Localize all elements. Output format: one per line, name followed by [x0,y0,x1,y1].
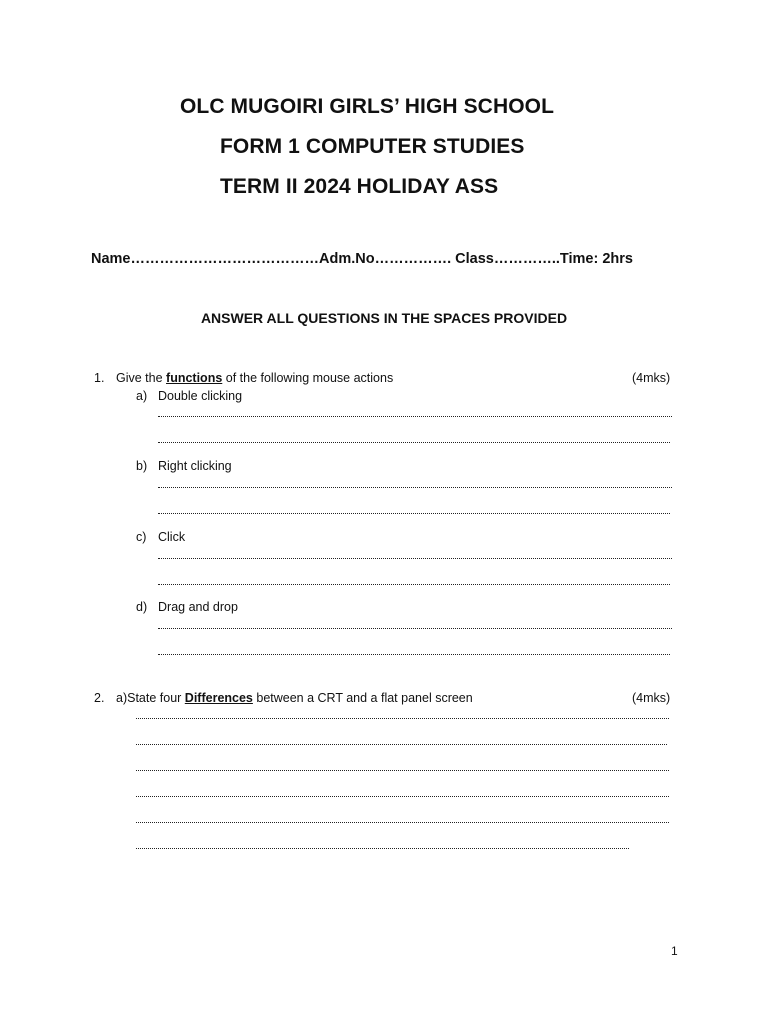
question-1 [94,371,674,389]
question-2 [94,691,674,709]
answer-line[interactable] [158,582,670,585]
question-prefix: a)State four [116,691,185,705]
term-title: TERM II 2024 HOLIDAY ASS [220,175,499,198]
question-marks: (4mks) [632,691,671,705]
part-label: Right clicking [158,459,232,473]
part-label: Double clicking [158,389,243,403]
part-letter: d) [136,600,148,614]
question-suffix: of the following mouse actions [222,371,394,385]
answer-line[interactable] [158,414,672,417]
answer-line[interactable] [158,556,672,559]
page-number: 1 [671,944,678,958]
question-suffix: between a CRT and a flat panel screen [252,691,473,705]
answer-line[interactable] [158,652,670,655]
question-number: 2. [94,691,105,705]
question-marks: (4mks) [632,371,671,385]
part-letter: a) [136,389,148,403]
question-text [116,691,473,705]
question-keyword: functions [166,371,223,385]
subject-title: FORM 1 COMPUTER STUDIES [220,135,525,158]
student-details-line: Name…………………………………Adm.No……………. Class…………..Time: 2hrs [91,251,633,267]
answer-line[interactable] [158,511,670,514]
answer-line[interactable] [136,768,669,771]
answer-line[interactable] [136,820,669,823]
question-text [116,371,393,385]
answer-line[interactable] [158,626,672,629]
part-letter: c) [136,530,147,544]
question-keyword: Differences [184,691,253,705]
part-letter: b) [136,459,148,473]
part-label: Click [158,530,186,544]
answer-line[interactable] [136,742,667,745]
part-label: Drag and drop [158,600,238,614]
answer-line[interactable] [136,846,629,849]
question-number: 1. [94,371,105,385]
question-prefix: Give the [116,371,167,385]
answer-line[interactable] [136,716,669,719]
instruction-heading: ANSWER ALL QUESTIONS IN THE SPACES PROVIDED [200,310,568,326]
school-name: OLC MUGOIRI GIRLS’ HIGH SCHOOL [180,95,555,118]
answer-line[interactable] [136,794,669,797]
answer-line[interactable] [158,485,672,488]
answer-line[interactable] [158,440,670,443]
